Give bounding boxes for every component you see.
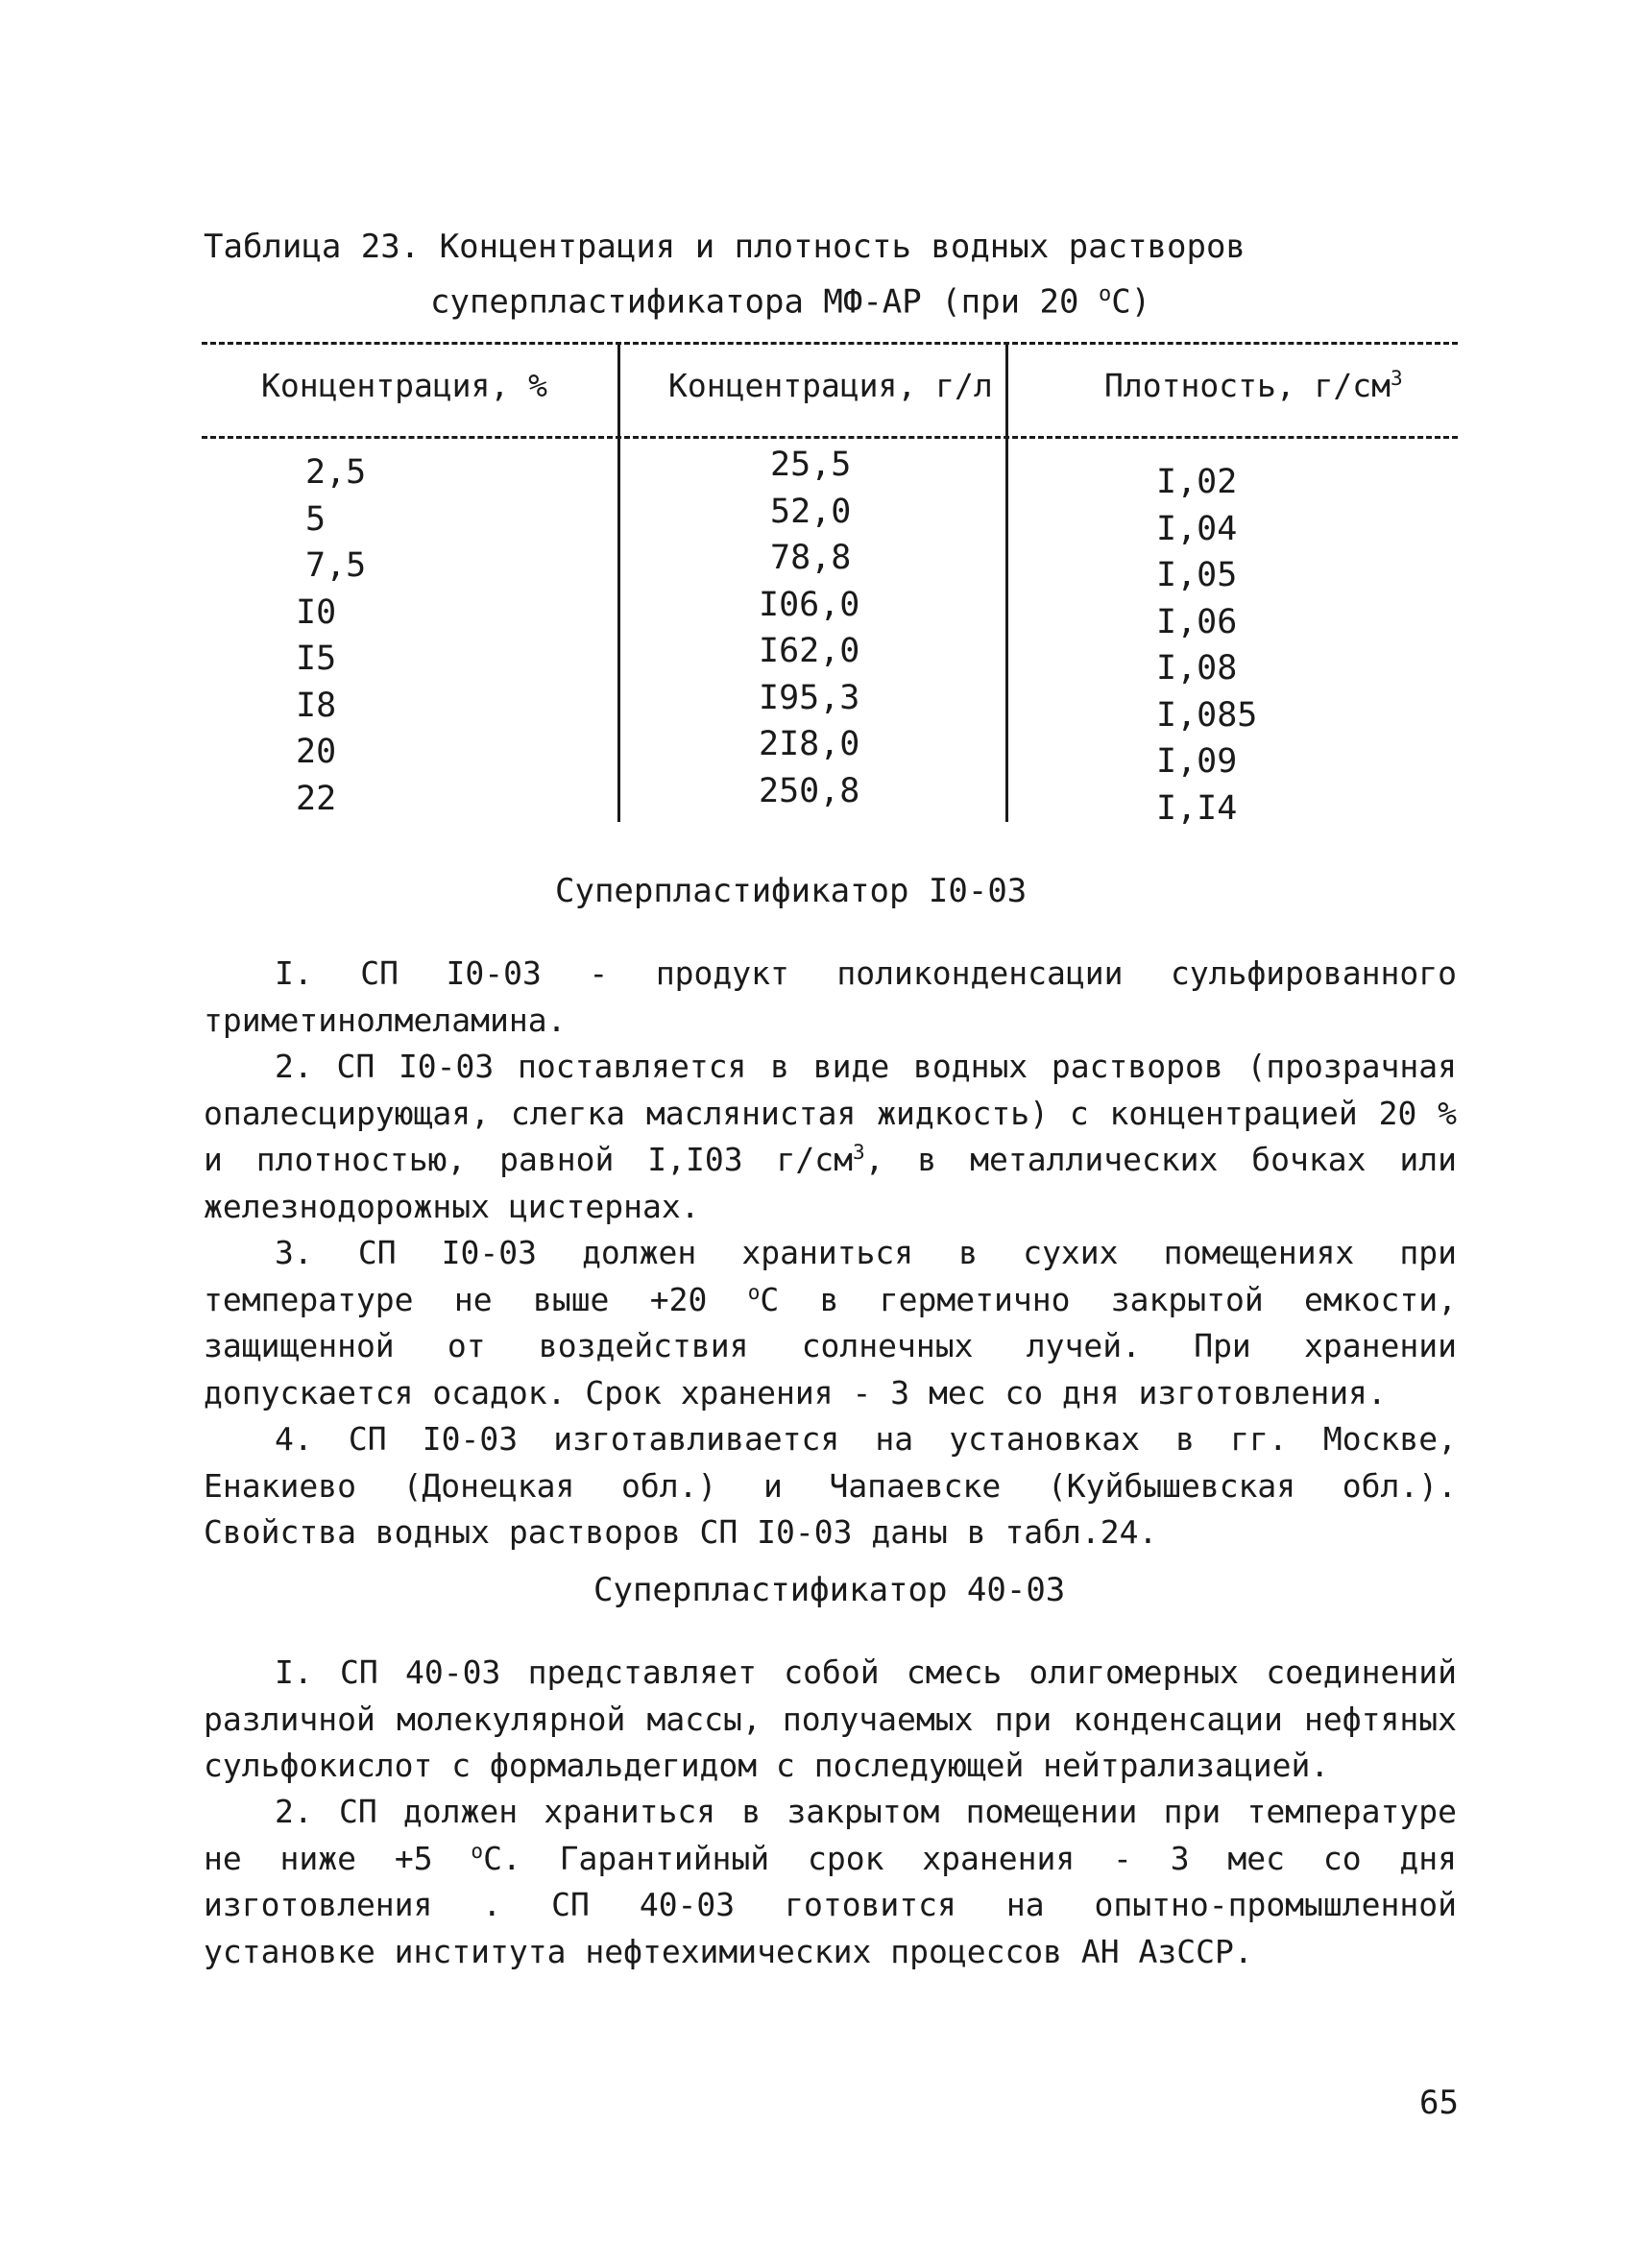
table-cell: 22 bbox=[296, 779, 337, 818]
table-cell: 7,5 bbox=[305, 546, 367, 585]
table-cell: I,09 bbox=[1156, 742, 1238, 781]
table-cell: I,05 bbox=[1156, 556, 1238, 594]
table-cell: 20 bbox=[296, 733, 337, 771]
section-title-40-03: Суперпластификатор 40-03 bbox=[593, 1571, 1066, 1609]
column-concentration-gl bbox=[759, 442, 859, 814]
table-cell: I06,0 bbox=[759, 585, 860, 624]
paragraph: 3. СП I0-03 должен храниться в сухих помещениях при температуре не выше +20 $^о$С в герметично закрытой емкости, защищенной от воздействия солнечных лучей. При хранении допускается осадок. Срок хранения - 3 мес со дня изготовления. bbox=[204, 1234, 1457, 1411]
header-density: Плотность, $г/см^3$ bbox=[1104, 367, 1403, 404]
table-cell: 2I8,0 bbox=[759, 725, 860, 763]
table-cell: I,I4 bbox=[1156, 788, 1238, 828]
caption-line-2: суперпластификатора МФ-АР (при 20 $^о$С) bbox=[430, 282, 1151, 322]
table-cell: I,02 bbox=[1156, 463, 1238, 501]
table-cell: I95,3 bbox=[759, 678, 860, 717]
table-caption bbox=[204, 223, 1246, 326]
table-column-divider bbox=[617, 342, 620, 822]
paragraph: I. СП I0-03 - продукт поликонденсации сульфированного триметинолмеламина. bbox=[204, 954, 1457, 1039]
table-cell: I,04 bbox=[1156, 509, 1238, 548]
table-cell: 5 bbox=[305, 499, 327, 539]
table-cell: 2,5 bbox=[305, 453, 367, 492]
paragraph: 4. СП I0-03 изготавливается на установках в гг. Москве, Енакиево (Донецкая обл.) и Чапаевске (Куйбышевская обл.). Свойства водных растворов СП I0-03 даны в табл.24. bbox=[204, 1420, 1457, 1551]
table-cell: 78,8 bbox=[770, 539, 852, 577]
data-table bbox=[202, 342, 1458, 828]
page-number: 65 bbox=[1419, 2084, 1459, 2122]
column-concentration-percent bbox=[296, 449, 367, 822]
table-cell: I0 bbox=[296, 592, 337, 632]
header-concentration-percent: Концентрация, % bbox=[261, 367, 548, 404]
table-cell: 52,0 bbox=[770, 492, 852, 531]
paragraph: I. СП 40-03 представляет собой смесь олигомерных соединений различной молекулярной массы, получаемых при конденсации нефтяных сульфокислот с формальдегидом с последующей нейтрализацией. bbox=[204, 1653, 1457, 1784]
section-title-10-03: Суперпластификатор I0-03 bbox=[555, 872, 1028, 910]
table-cell: 25,5 bbox=[770, 446, 852, 484]
caption-line-1: Таблица 23. Концентрация и плотность водных растворов bbox=[204, 228, 1246, 266]
header-concentration-gl: Концентрация, г/л bbox=[668, 367, 993, 404]
table-cell: 250,8 bbox=[759, 771, 860, 810]
column-density bbox=[1156, 459, 1257, 832]
table-cell: I8 bbox=[296, 686, 337, 725]
table-cell: I,08 bbox=[1156, 649, 1238, 688]
table-top-rule bbox=[202, 342, 1458, 345]
table-cell: I,06 bbox=[1156, 602, 1238, 641]
table-cell: I62,0 bbox=[759, 632, 860, 670]
table-cell: I,085 bbox=[1156, 695, 1258, 735]
table-header-rule bbox=[202, 436, 1458, 439]
paragraph: 2. СП должен храниться в закрытом помещении при температуре не ниже +5 $^о$С. Гарантийный срок хранения - 3 мес со дня изготовления . СП 40-03 готовится на опытно-промышленной установке института нефтехимических процессов АН АзССР. bbox=[204, 1793, 1457, 1970]
table-column-divider bbox=[1005, 342, 1008, 822]
table-cell: I5 bbox=[296, 639, 337, 678]
paragraph: 2. СП I0-03 поставляется в виде водных растворов (прозрачная опалесцирующая, слегка маслянистая жидкость) с концентрацией 20 % и плотностью, равной I,I03 $г/см^3$, в металлических бочках или железнодорожных цистернах. bbox=[204, 1048, 1457, 1225]
